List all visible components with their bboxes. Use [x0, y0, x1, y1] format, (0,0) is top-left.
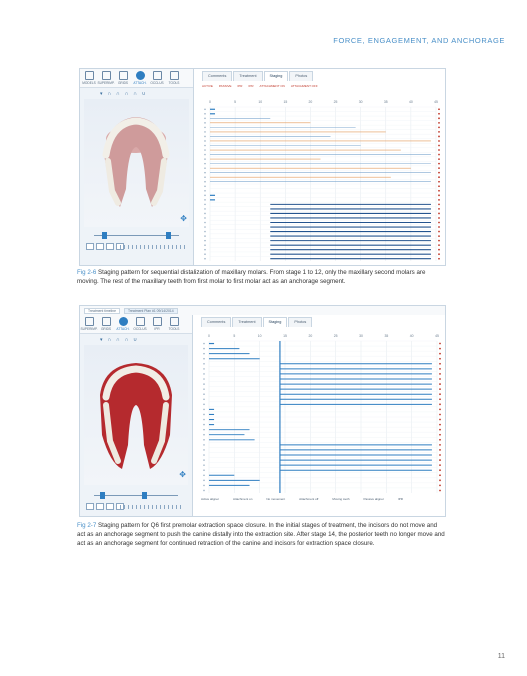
attachment-marker [438, 240, 440, 242]
stage-label: 35 [383, 100, 388, 104]
tab-comments[interactable]: Comments [201, 317, 231, 327]
tooth-marker [204, 149, 206, 151]
tooth-marker [203, 474, 205, 476]
attachment-marker [438, 140, 440, 142]
tooth-marker [203, 358, 205, 360]
tooth-marker [203, 404, 205, 406]
attachment-marker [438, 117, 440, 119]
attachment-marker [438, 122, 440, 124]
attachment-marker [438, 176, 440, 178]
attachment-marker [438, 181, 440, 183]
prev-stage-button[interactable] [96, 243, 104, 250]
tooth-marker [204, 172, 206, 174]
stage-label: 45 [434, 100, 438, 104]
stage-label: 45 [435, 334, 439, 338]
staging-screenshot-2 [79, 305, 446, 517]
attachment-marker [438, 131, 440, 133]
attachment-marker [438, 194, 440, 196]
toolbar-button-label: ATTACH. [133, 81, 147, 85]
stage-label: 30 [358, 100, 363, 104]
prev-stage-button[interactable] [96, 503, 104, 510]
attachment-marker [439, 474, 441, 476]
tooth-marker [203, 469, 205, 471]
tooth-marker [203, 373, 205, 375]
tooth-marker [203, 353, 205, 355]
attachment-marker [439, 464, 441, 466]
attachment-marker [439, 343, 441, 345]
toolbar-button-label: GRIDS [100, 327, 112, 331]
attachment-marker [438, 185, 440, 187]
tooth-marker [204, 226, 206, 228]
tool-icon [153, 71, 162, 80]
attachment-marker [438, 222, 440, 224]
tooth-marker [203, 393, 205, 395]
tooth-marker [203, 459, 205, 461]
tool-icon [119, 71, 128, 80]
tool-icon [102, 317, 111, 326]
tab-treatment[interactable]: Treatment [232, 317, 261, 327]
attachment-marker [439, 419, 441, 421]
legend-item: Active aligner [201, 497, 220, 501]
maxillary-arch-model [84, 99, 189, 227]
toolbar-button-label: ATTACH. [116, 327, 130, 331]
toolbar-button[interactable] [133, 317, 147, 331]
nav-tab[interactable]: Treatment Plan #1 09/14/2014 [124, 308, 178, 314]
viewer-panel [80, 69, 194, 265]
attachment-marker [438, 235, 440, 237]
tool-icon [136, 71, 145, 80]
attachment-marker [438, 158, 440, 160]
tooth-marker [204, 167, 206, 169]
tab-staging[interactable]: Staging [263, 317, 288, 327]
attachment-marker [438, 231, 440, 233]
tool-icon [136, 317, 145, 326]
stage-label: 25 [333, 334, 338, 338]
stage-slider-knob[interactable] [142, 492, 147, 499]
tool-icon [119, 317, 128, 326]
stage-label: 25 [333, 100, 338, 104]
stage-label: 15 [283, 100, 288, 104]
stage-label: 10 [258, 100, 263, 104]
legend-item: ATTACHMENT ON [259, 84, 285, 88]
tooth-marker [203, 388, 205, 390]
toolbar-button[interactable] [167, 71, 181, 85]
pan-control-icon[interactable]: ✥ [180, 214, 187, 223]
attachment-marker [438, 163, 440, 165]
page-number: 11 [497, 653, 505, 660]
tooth-marker [204, 108, 206, 110]
viewer-toolbar [80, 315, 192, 334]
arch-icon[interactable]: ∩ [133, 91, 137, 97]
attachment-marker [439, 490, 441, 492]
tooth-marker [203, 424, 205, 426]
attachment-marker [439, 383, 441, 385]
stage-slider-knob[interactable] [166, 232, 171, 239]
stage-label: 5 [233, 334, 236, 338]
caption-text: Staging pattern for Q6 first premolar extraction space closure. In the initial stages of treatment, the incisors do not move and act as an anchorage segment to push the canine distally into the extraction site. After stage 14, the posterior teeth no longer move and act as an anchorage segment for continued retraction of the canine and incisors for extraction space closure. [77, 522, 445, 547]
toolbar-button-label: OCCLUS [150, 81, 164, 85]
tooth-marker [204, 253, 206, 255]
attachment-marker [438, 249, 440, 251]
attachment-marker [439, 449, 441, 451]
first-stage-button[interactable] [86, 503, 94, 510]
attachment-marker [439, 485, 441, 487]
arch-icon[interactable]: ∩ [107, 91, 112, 97]
toolbar-button-label: GRIDS [117, 81, 129, 85]
attachment-marker [438, 199, 440, 201]
tooth-marker [204, 113, 206, 115]
staging-screenshot-1 [79, 68, 446, 266]
3d-arch-view[interactable] [84, 345, 188, 485]
arch-icon[interactable]: ∩ [124, 91, 129, 97]
caption-text: Staging pattern for sequential distalization of maxillary molars. From stage 1 to 12, only the maxillary second molars are moving. The rest of the maxillary teeth from first molar to first molar act as an anchorage segment. [77, 269, 426, 285]
play-button[interactable] [106, 243, 114, 250]
tooth-marker [204, 240, 206, 242]
toolbar-button[interactable] [82, 71, 96, 85]
tooth-marker [204, 195, 206, 197]
panel-tabs [193, 317, 312, 327]
tooth-marker [203, 414, 205, 416]
attachment-marker [439, 439, 441, 441]
figure-caption-2 [77, 521, 447, 548]
toolbar-button[interactable] [82, 317, 96, 331]
toolbar-button[interactable] [167, 317, 181, 331]
tooth-marker [203, 348, 205, 350]
stage-ticks [120, 505, 184, 509]
legend-item: Passive aligner [363, 497, 384, 501]
tooth-marker [203, 490, 205, 492]
tooth-marker [204, 118, 206, 120]
toolbar-button[interactable] [150, 317, 164, 331]
attachment-marker [439, 469, 441, 471]
tooth-marker [203, 363, 205, 365]
tooth-marker [203, 485, 205, 487]
tooth-marker [204, 222, 206, 224]
staging-grid [197, 331, 443, 495]
stage-slider-knob[interactable] [102, 232, 107, 239]
legend-item: No movement [266, 497, 286, 501]
tooth-marker [204, 163, 206, 165]
staging-panel [194, 69, 445, 265]
attachment-marker [439, 479, 441, 481]
3d-arch-view[interactable] [84, 99, 189, 227]
toolbar-button[interactable] [133, 71, 147, 85]
attachment-marker [438, 213, 440, 215]
legend-item: Attachment off [299, 497, 319, 501]
tooth-marker [204, 131, 206, 133]
legend-item: IPR [237, 84, 243, 88]
figure-label: Fig 2-6 [77, 269, 97, 276]
attachment-marker [438, 203, 440, 205]
toolbar-button[interactable] [150, 71, 164, 85]
attachment-marker [439, 459, 441, 461]
attachment-marker [438, 217, 440, 219]
tooth-marker [204, 181, 206, 183]
attachment-marker [439, 393, 441, 395]
tooth-marker [203, 343, 205, 345]
tooth-marker [204, 154, 206, 156]
tool-icon [170, 71, 179, 80]
attachment-marker [439, 363, 441, 365]
stage-label: 15 [283, 334, 287, 338]
tooth-marker [203, 449, 205, 451]
toolbar-button-label: SUPERIMP. [80, 327, 98, 331]
stage-label: 40 [408, 100, 413, 104]
legend-item: ACTIVE [202, 84, 213, 88]
toolbar-button-label: TOOLS [168, 81, 180, 85]
attachment-marker [438, 208, 440, 210]
pan-control-icon[interactable]: ✥ [179, 470, 186, 479]
attachment-marker [438, 126, 440, 128]
tab-staging[interactable]: Staging [264, 71, 289, 81]
toolbar-button[interactable] [99, 71, 113, 85]
tooth-marker [203, 444, 205, 446]
first-stage-button[interactable] [86, 243, 94, 250]
filter-icon[interactable]: ▾ [100, 337, 103, 343]
tooth-marker [203, 378, 205, 380]
arch-icon[interactable]: ∪ [141, 91, 146, 97]
toolbar-button-label: TOOLS [168, 327, 180, 331]
attachment-marker [439, 388, 441, 390]
staging-panel [193, 315, 445, 516]
attachment-marker [439, 358, 441, 360]
tooth-marker [203, 398, 205, 400]
tab-comments[interactable]: Comments [202, 71, 232, 81]
stage-label: 0 [208, 334, 210, 338]
stage-label: 40 [409, 334, 414, 338]
tooth-marker [204, 158, 206, 160]
attachment-marker [438, 136, 440, 138]
viewer-panel [80, 315, 193, 516]
tooth-marker [204, 122, 206, 124]
toolbar-button-label: OCCLUS [133, 327, 147, 331]
play-button[interactable] [106, 503, 114, 510]
toolbar-button[interactable] [99, 317, 113, 331]
attachment-marker [438, 244, 440, 246]
attachment-marker [438, 149, 440, 151]
arch-icon[interactable]: ∩ [124, 337, 129, 343]
attachment-marker [439, 434, 441, 436]
tooth-marker [203, 434, 205, 436]
attachment-marker [438, 167, 440, 169]
tooth-marker [203, 383, 205, 385]
view-icons [100, 91, 146, 97]
tooth-marker [204, 249, 206, 251]
legend-item: ATTACHMENT OFF [290, 84, 318, 88]
tooth-marker [204, 127, 206, 129]
attachment-marker [439, 429, 441, 431]
attachment-marker [438, 154, 440, 156]
attachment-marker [439, 373, 441, 375]
stage-label: 5 [234, 100, 237, 104]
tooth-marker [204, 217, 206, 219]
attachment-marker [438, 190, 440, 192]
stage-label: 10 [257, 334, 262, 338]
tab-treatment[interactable]: Treatment [233, 71, 262, 81]
tooth-marker [204, 185, 206, 187]
tooth-marker [204, 199, 206, 201]
tooth-marker [203, 480, 205, 482]
toolbar-button-label: SUPERIMP. [97, 81, 115, 85]
playback-controls [86, 243, 124, 250]
figure-label: Fig 2-7 [77, 522, 97, 529]
staging-legend [201, 497, 441, 501]
running-header: FORCE, ENGAGEMENT, AND ANCHORAGE [333, 36, 505, 45]
tooth-marker [203, 454, 205, 456]
tooth-marker [204, 244, 206, 246]
attachment-marker [439, 414, 441, 416]
attachment-marker [439, 424, 441, 426]
attachment-marker [439, 454, 441, 456]
playback-controls [86, 503, 124, 510]
stage-label: 20 [308, 334, 313, 338]
tooth-marker [203, 419, 205, 421]
arch-icon[interactable]: ∩ [116, 91, 120, 97]
attachment-marker [438, 145, 440, 147]
tooth-marker [204, 140, 206, 142]
toolbar-button-label: MODELS [82, 81, 96, 85]
tooth-marker [204, 213, 206, 215]
tooth-marker [204, 145, 206, 147]
tool-icon [170, 317, 179, 326]
tooth-marker [204, 136, 206, 138]
staging-grid [198, 97, 442, 263]
stage-ticks [120, 245, 185, 249]
tooth-marker [203, 464, 205, 466]
attachment-marker [438, 113, 440, 115]
nav-tab[interactable]: Treatment timeline [84, 308, 120, 314]
attachment-marker [438, 258, 440, 260]
stage-label: 30 [359, 334, 363, 338]
legend-item: PASSIVE [218, 84, 232, 88]
toolbar-button[interactable] [116, 71, 130, 85]
mandibular-arch-model [84, 345, 188, 485]
legend-item: Attachment on [233, 497, 253, 501]
tool-icon [153, 317, 162, 326]
legend-item: Moving tooth [332, 497, 350, 501]
stage-label: 35 [384, 334, 389, 338]
tab-photos[interactable]: Photos [289, 71, 313, 81]
legend-item: IPR [397, 497, 403, 501]
toolbar-button-label: IPR [154, 327, 160, 331]
stage-label: 0 [209, 100, 211, 104]
tooth-marker [204, 258, 206, 260]
tooth-marker [203, 368, 205, 370]
tool-icon [102, 71, 111, 80]
arch-icon[interactable]: ∩ [116, 337, 120, 343]
tooth-marker [204, 204, 206, 206]
tab-photos[interactable]: Photos [288, 317, 312, 327]
filter-icon[interactable]: ▾ [100, 91, 103, 97]
tooth-marker [204, 190, 206, 192]
figure-caption-1 [77, 268, 447, 286]
attachment-marker [438, 226, 440, 228]
attachment-marker [439, 368, 441, 370]
attachment-marker [439, 378, 441, 380]
tooth-marker [204, 235, 206, 237]
arch-icon[interactable]: ∪ [133, 337, 137, 343]
attachment-marker [438, 108, 440, 110]
attachment-marker [439, 403, 441, 405]
viewer-toolbar [80, 69, 193, 88]
attachment-marker [438, 253, 440, 255]
attachment-marker [439, 444, 441, 446]
tool-icon [85, 71, 94, 80]
tooth-marker [204, 208, 206, 210]
tooth-marker [203, 429, 205, 431]
tooth-marker [204, 176, 206, 178]
stage-label: 20 [308, 100, 313, 104]
tooth-marker [203, 439, 205, 441]
arch-icon[interactable]: ∩ [107, 337, 112, 343]
toolbar-button[interactable] [116, 317, 130, 331]
stage-slider[interactable] [84, 487, 188, 517]
panel-tabs [194, 71, 313, 81]
stage-slider[interactable] [84, 227, 189, 257]
attachment-marker [439, 348, 441, 350]
stage-slider-knob[interactable] [100, 492, 105, 499]
view-icons [100, 337, 137, 343]
attachment-marker [439, 398, 441, 400]
tooth-marker [204, 231, 206, 233]
tooth-marker [203, 409, 205, 411]
attachment-marker [439, 409, 441, 411]
staging-legend [202, 84, 318, 88]
attachment-marker [438, 172, 440, 174]
legend-item: IPR [248, 84, 254, 88]
tool-icon [85, 317, 94, 326]
attachment-marker [439, 353, 441, 355]
